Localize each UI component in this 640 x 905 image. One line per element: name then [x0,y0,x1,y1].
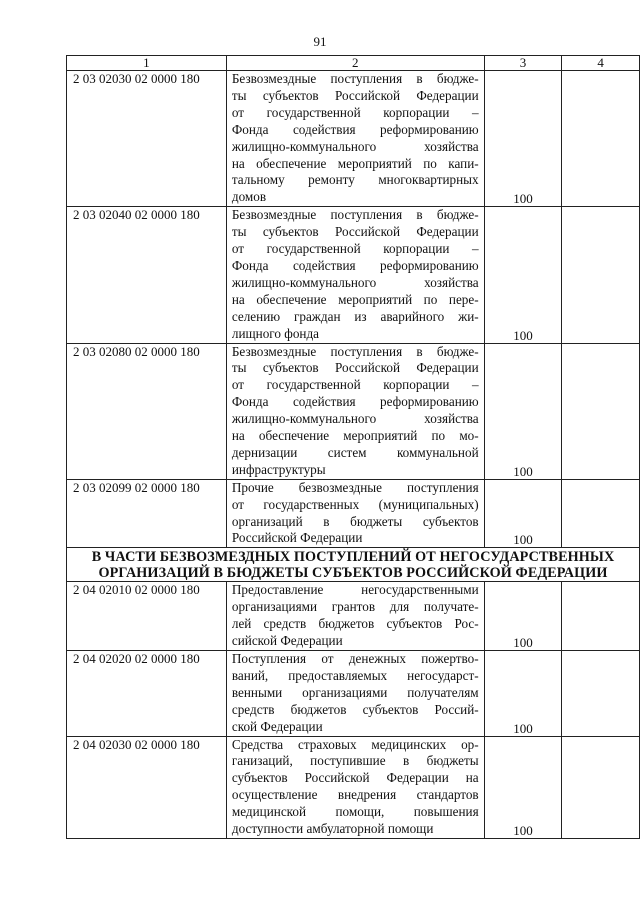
description-line: на обеспечение мероприятий по капи- [231,155,479,171]
budget-code-cell: 2 03 02099 02 0000 180 [67,479,227,548]
description-line: селению граждан из аварийного жи- [231,308,479,324]
description-line: на обеспечение мероприятий по пере- [231,291,479,307]
budget-code-cell: 2 04 02020 02 0000 180 [67,651,227,737]
description-line: ганизаций, поступившие в бюджеты [231,753,479,769]
description-line: лей средств бюджетов субъектов Рос- [231,616,479,632]
column-header-2: 2 [226,56,484,71]
description-line: Фонда содействия реформированию [231,121,479,137]
column-4-value [562,651,640,737]
section-heading-row [67,548,640,582]
description-line: Фонда содействия реформированию [231,257,479,273]
column-header-1: 1 [67,56,227,71]
column-3-value: 100 [484,207,562,343]
description-line: организациями грантов для получате- [231,599,479,615]
description-line: тальному ремонту многоквартирных [231,172,479,188]
description-line: Средства страховых медицинских ор- [231,736,479,752]
description-line: жилищно-коммунального хозяйства [231,411,479,427]
column-4-value [562,343,640,479]
description-line: доступности амбулаторной помощи [231,821,434,837]
description-line: венными организациями получателям [231,684,479,700]
section-heading-line: В ЧАСТИ БЕЗВОЗМЕЗДНЫХ ПОСТУПЛЕНИЙ ОТ НЕГОСУДАРСТВЕННЫХ [91,549,615,566]
budget-code-cell: 2 04 02010 02 0000 180 [67,582,227,651]
description-line: ской Федерации [231,718,323,734]
description-line: домов [231,189,267,205]
table-row [67,71,640,207]
table-row [67,479,640,548]
budget-code-cell: 2 03 02080 02 0000 180 [67,343,227,479]
section-heading-line: ОРГАНИЗАЦИЙ В БЮДЖЕТЫ СУБЪЕКТОВ РОССИЙСКОЙ ФЕДЕРАЦИИ [98,565,608,582]
column-3-value: 100 [484,479,562,548]
description-line: жилищно-коммунального хозяйства [231,138,479,154]
description-line: на обеспечение мероприятий по мо- [231,428,479,444]
description-line: средств бюджетов субъектов Россий- [231,701,479,717]
revenue-description-cell [226,479,484,548]
section-heading [67,548,640,582]
page-number: 91 [313,34,327,49]
description-line: Предоставление негосударственными [231,582,479,598]
table-row [67,582,640,651]
description-line: субъектов Российской Федерации на [231,770,479,786]
revenue-description-cell [226,651,484,737]
column-header-4: 4 [562,56,640,71]
revenue-description-cell [226,71,484,207]
revenue-description-cell [226,582,484,651]
description-line: лищного фонда [231,325,320,341]
description-line: медицинской помощи, повышения [231,804,479,820]
column-3-value: 100 [484,71,562,207]
column-4-value [562,71,640,207]
column-3-value: 100 [484,651,562,737]
table-row [67,651,640,737]
description-line: жилищно-коммунального хозяйства [231,274,479,290]
description-line: Безвозмездные поступления в бюдже- [231,71,479,86]
description-line: организаций в бюджеты субъектов [231,513,479,529]
column-4-value [562,582,640,651]
table-row [67,736,640,838]
description-line: инфраструктуры [231,461,326,477]
description-line: осуществление внедрения стандартов [231,787,479,803]
description-line: Поступления от денежных пожертво- [231,651,479,666]
budget-code-cell: 2 04 02030 02 0000 180 [67,736,227,838]
column-4-value [562,479,640,548]
description-line: от государственных (муниципальных) [231,496,479,512]
column-4-value [562,207,640,343]
budget-code-cell: 2 03 02030 02 0000 180 [67,71,227,207]
description-line: ты субъектов Российской Федерации [231,224,479,240]
description-line: Безвозмездные поступления в бюдже- [231,207,479,223]
description-line: Безвозмездные поступления в бюдже- [231,343,479,359]
revenue-description-cell [226,343,484,479]
description-line: Фонда содействия реформированию [231,394,479,410]
description-line: от государственной корпорации – [231,241,479,257]
description-line: ваний, предоставляемых негосударст- [231,667,479,683]
description-line: дернизации систем коммунальной [231,444,479,460]
column-header-row [67,56,640,71]
description-line: Российской Федерации [231,530,363,546]
column-3-value: 100 [484,582,562,651]
revenue-description-cell [226,207,484,343]
description-line: от государственной корпорации – [231,377,479,393]
budget-code-cell: 2 03 02040 02 0000 180 [67,207,227,343]
description-line: Прочие безвозмездные поступления [231,479,479,495]
description-line: от государственной корпорации – [231,104,479,120]
column-3-value: 100 [484,343,562,479]
revenue-classification-table [66,55,640,839]
table-row [67,207,640,343]
revenue-description-cell [226,736,484,838]
table-row [67,343,640,479]
column-4-value [562,736,640,838]
column-header-3: 3 [484,56,562,71]
description-line: ты субъектов Российской Федерации [231,360,479,376]
description-line: ты субъектов Российской Федерации [231,87,479,103]
column-3-value: 100 [484,736,562,838]
description-line: сийской Федерации [231,633,343,649]
